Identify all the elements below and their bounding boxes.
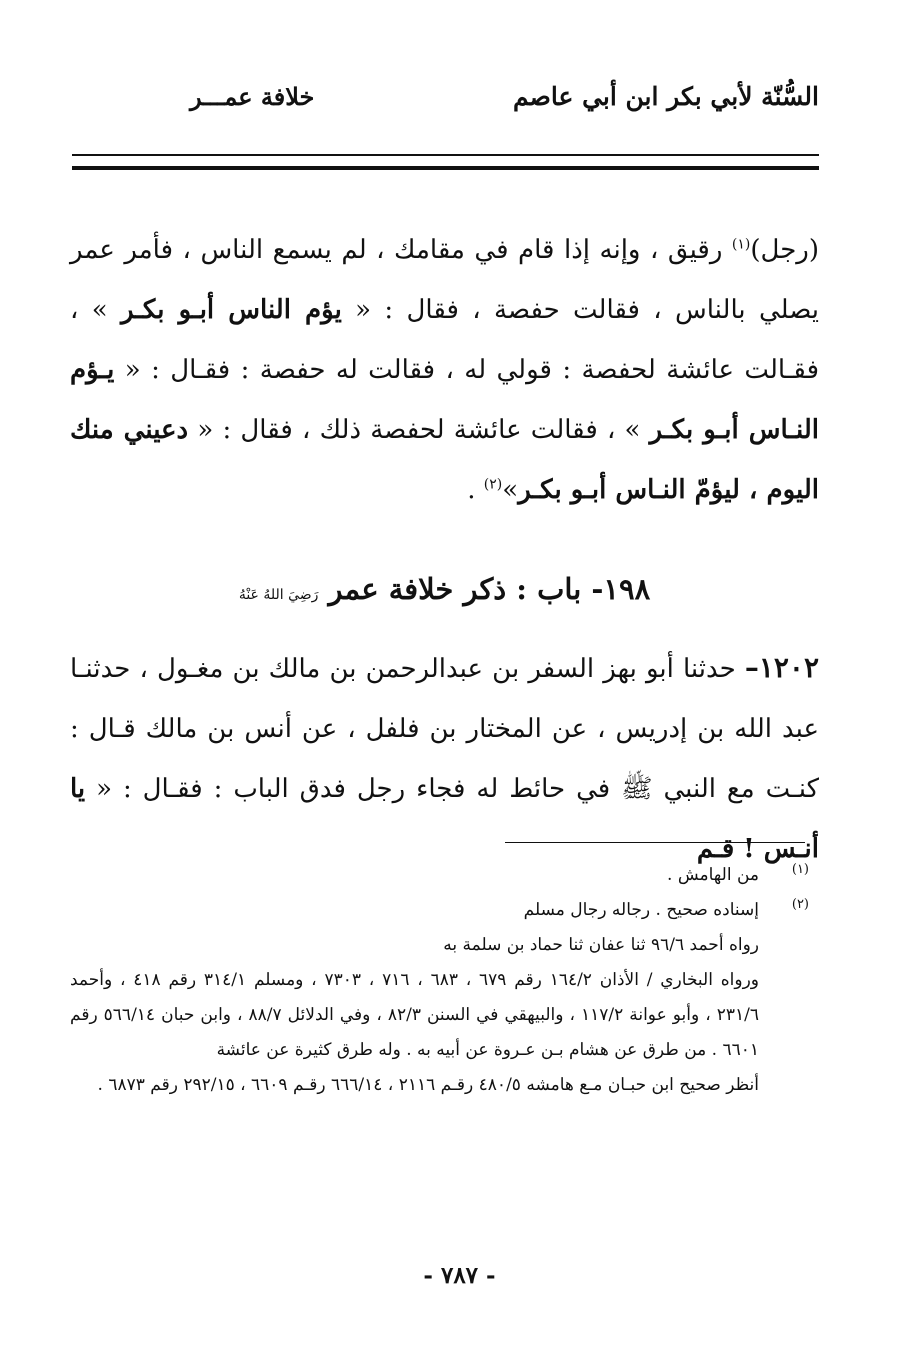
bold-quote: يؤم الناس أبـو بكـر <box>120 295 342 325</box>
honorific-glyph: رَضِيَ اللهُ عَنْهُ <box>238 587 319 603</box>
body-text-run: » <box>502 475 519 505</box>
footnote-text: من الهامش . <box>667 865 759 885</box>
footnote-ref-1: (١) <box>731 236 751 253</box>
body-text-run: رقيق ، وإنه إذا قام في مقامك ، لم يسمع الناس ، فأمر عمر يصلي بالناس ، فقالت حفصة ، فقال : « <box>70 235 819 325</box>
footnote-mark: (١) <box>791 862 809 877</box>
footnote-line: ورواه البخاري / الأذان ١٦٤/٢ رقم ٦٧٩ ، ٦٨٣ ، ٧١٦ ، ٧٣٠٣ ، ومسلم ٣١٤/١ رقم ٤١٨ ، وأحمد ٢٣١/٦ ، وأبو عوانة ١١٧/٢ ، والبيهقي في السنن ٨٢/٣ ، وفي الدلائل ٨٨/٧ ، وابن حبان ٥٦٦/١٤ رقم ٦٦٠١ . من طرق عن هشام بـن عـروة عن أبيه به . وله طرق كثيرة عن عائشة <box>70 970 760 1060</box>
footnote-text <box>70 893 759 1103</box>
footnote-line: إسناده صحيح . رجاله رجال مسلم <box>523 900 759 920</box>
bold-quote: دعيني منك اليوم ، ليؤمّ النـاس أبـو بكـر <box>70 415 819 505</box>
footnote-1 <box>70 858 819 893</box>
footnote-mark: (٢) <box>791 897 809 912</box>
footnote-2 <box>70 893 819 1103</box>
section-title: خلافة عمـــر <box>190 82 315 111</box>
running-header <box>190 82 819 122</box>
header-rule-thin <box>72 154 819 156</box>
footnote-separator <box>505 842 805 843</box>
hadith-number: ١٢٠٢– <box>744 651 819 684</box>
book-title: السُّنّة لأبي بكر ابن أبي عاصم <box>512 82 819 111</box>
body-text-run: (رجل) <box>750 235 819 265</box>
footnote-line: أنظر صحيح ابن حبـان مـع هامشه ٤٨٠/٥ رقـم ٢١١٦ ، ٦٦٦/١٤ رقـم ٦٦٠٩ ، ٢٩٢/١٥ رقم ٦٨٧٣ . <box>97 1075 759 1095</box>
chapter-heading <box>70 572 819 606</box>
bold-quote: يا أنـس ! قـم <box>70 774 819 864</box>
chapter-heading-text: ١٩٨- باب : ذكر خلافة عمر <box>328 572 651 606</box>
body-text-run: » ، فقالت عائشة لحفصة ذلك ، فقال : « <box>188 415 650 445</box>
footnote-line: رواه أحمد ٩٦/٦ ثنا عفان ثنا حماد بن سلمة به <box>443 935 759 955</box>
footnotes <box>70 858 819 1103</box>
hadith-text: حدثنا أبو بهز السفر بن عبدالرحمن بن مالك بن مغـول ، حدثنـا عبد الله بن إدريس ، عن المختار بن فلفل ، عن أنس بن مالك قـال : كنـت مع النبي ﷺ في حائط له فجاء رجل فدق الباب : فقـال : « <box>70 654 819 804</box>
footnote-ref-2: (٢) <box>483 476 503 493</box>
header-rule-thick <box>72 166 819 170</box>
body-text-run: » ، فقـالت عائشة لحفصة : قولي له ، فقالت له حفصة : فقـال : « <box>70 295 819 385</box>
page-number: - ٧٨٧ - <box>423 1262 496 1289</box>
bold-quote: يـؤم النـاس أبـو بكـر <box>70 355 819 445</box>
body-paragraph <box>70 220 819 520</box>
body-text-run: . <box>467 475 484 505</box>
